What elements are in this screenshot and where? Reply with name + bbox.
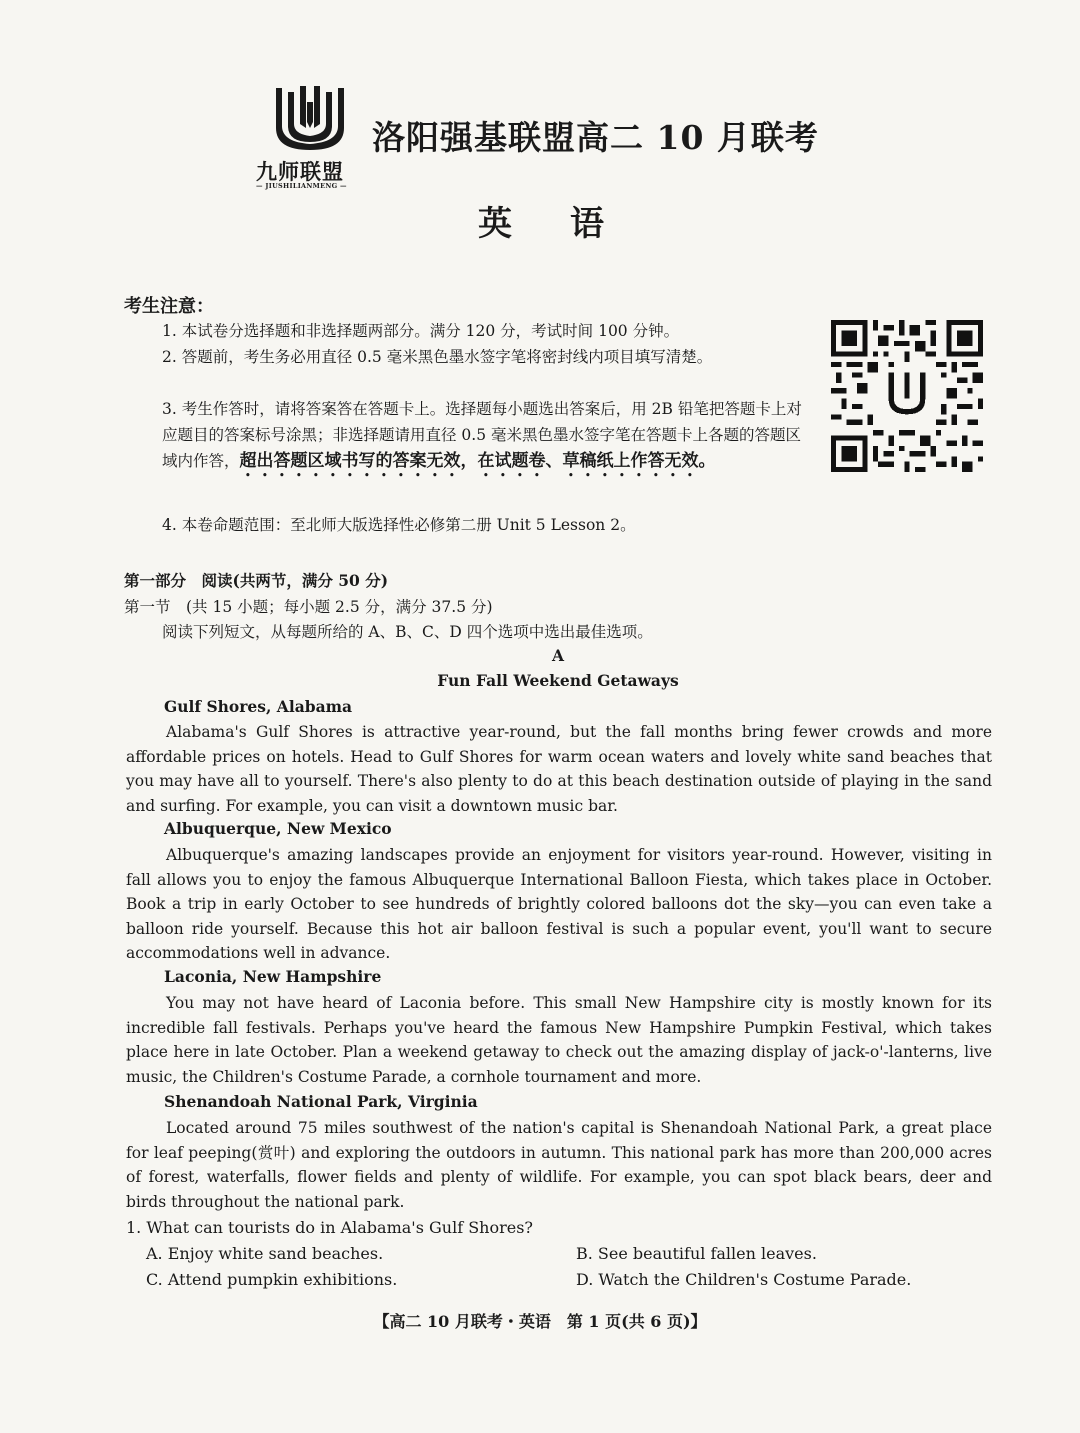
question-1-option-b: B. See beautiful fallen leaves. [576, 1244, 817, 1263]
publisher-logo [250, 82, 370, 194]
notice-item-4: 4. 本卷命题范围：至北师大版选择性必修第二册 Unit 5 Lesson 2。 [162, 516, 636, 534]
notice-item-3-text: 3. 考生作答时，请将答案答在答题卡上。选择题每小题选出答案后，用 2B 铅笔把答题卡上对应题目的答案标号涂黑；非选择题请用直径 0.5 毫米黑色墨水签字笔在答题卡上各题的答题区域内作答， [162, 400, 802, 470]
notice-item-3 [162, 396, 812, 481]
paragraph-gulf-shores: Alabama's Gulf Shores is attractive year-round, but the fall months bring fewer crowds and more affordable prices on hotels. Head to Gulf Shores for warm ocean waters and lovely white sand beaches that you may have all to yourself. There's also plenty to do at this beach destination outside of playing in the sand and surfing. For example, you can visit a downtown music bar. [126, 723, 992, 815]
notice-item-1: 1. 本试卷分选择题和非选择题两部分。满分 120 分，考试时间 100 分钟。 [162, 322, 680, 340]
question-1-option-a: A. Enjoy white sand beaches. [146, 1244, 384, 1263]
passage-title: Fun Fall Weekend Getaways [437, 671, 679, 690]
question-1-option-c: C. Attend pumpkin exhibitions. [146, 1270, 398, 1289]
question-1-stem: 1. What can tourists do in Alabama's Gulf Shores? [126, 1218, 533, 1237]
reading-instruction: 阅读下列短文，从每题所给的 A、B、C、D 四个选项中选出最佳选项。 [162, 623, 653, 641]
paragraph-laconia: You may not have heard of Laconia before. This small New Hampshire city is mostly known for its incredible fall festivals. Perhaps you've heard the famous New Hampshire Pumpkin Festival, which takes place here in late October. Plan a weekend getaway to check out the amazing display of jack-o'-lanterns, live music, the Children's Costume Parade, a cornhole tournament and more. [126, 994, 992, 1086]
exam-title: 洛阳强基联盟高二 10 月联考 [372, 118, 819, 157]
destination-heading-albuquerque: Albuquerque, New Mexico [164, 819, 392, 838]
logo-emblem-icon [272, 82, 348, 152]
page-footer: 【高二 10 月联考・英语 第 1 页(共 6 页)】 [373, 1312, 707, 1331]
qr-code-icon [828, 320, 986, 472]
subject-title: 英语 [478, 204, 662, 244]
notice-item-3-emphasis: 超出答题区域书写的答案无效，在试题卷、草稿纸上作答无效。 [239, 451, 716, 471]
logo-brand-subtitle: — JIUSHILIANMENG — [256, 182, 347, 190]
destination-heading-gulf-shores: Gulf Shores, Alabama [164, 697, 353, 716]
passage-letter: A [551, 646, 565, 665]
part-one-heading: 第一部分 阅读(共两节，满分 50 分) [124, 571, 389, 590]
paragraph-shenandoah: Located around 75 miles southwest of the nation's capital is Shenandoah National Park, a great place for leaf peeping(赏叶) and exploring the outdoors in autumn. This national park has more than 200,000 acres of forest, waterfalls, flower fields and plenty of wildlife. For example, you can spot black bears, deer and birds throughout the national park. [126, 1119, 992, 1211]
notice-heading: 考生注意： [124, 296, 214, 317]
section-one-heading: 第一节 (共 15 小题；每小题 2.5 分，满分 37.5 分) [124, 598, 493, 616]
logo-brand-name: 九师联盟 [256, 159, 344, 184]
destination-heading-laconia: Laconia, New Hampshire [164, 967, 382, 986]
notice-item-2: 2. 答题前，考生务必用直径 0.5 毫米黑色墨水签字笔将密封线内项目填写清楚。 [162, 348, 713, 366]
paragraph-albuquerque: Albuquerque's amazing landscapes provide an enjoyment for visitors year-round. However, visiting in fall allows you to enjoy the famous Albuquerque International Balloon Fiesta, which takes place in October. Book a trip in early October to see hundreds of brightly colored balloons dot the sky—you can even take a balloon ride yourself. Because this hot air balloon festival is such a popular event, you'll want to secure accommodations well in advance. [126, 846, 992, 963]
destination-heading-shenandoah: Shenandoah National Park, Virginia [164, 1092, 478, 1111]
question-1-option-d: D. Watch the Children's Costume Parade. [576, 1270, 912, 1289]
